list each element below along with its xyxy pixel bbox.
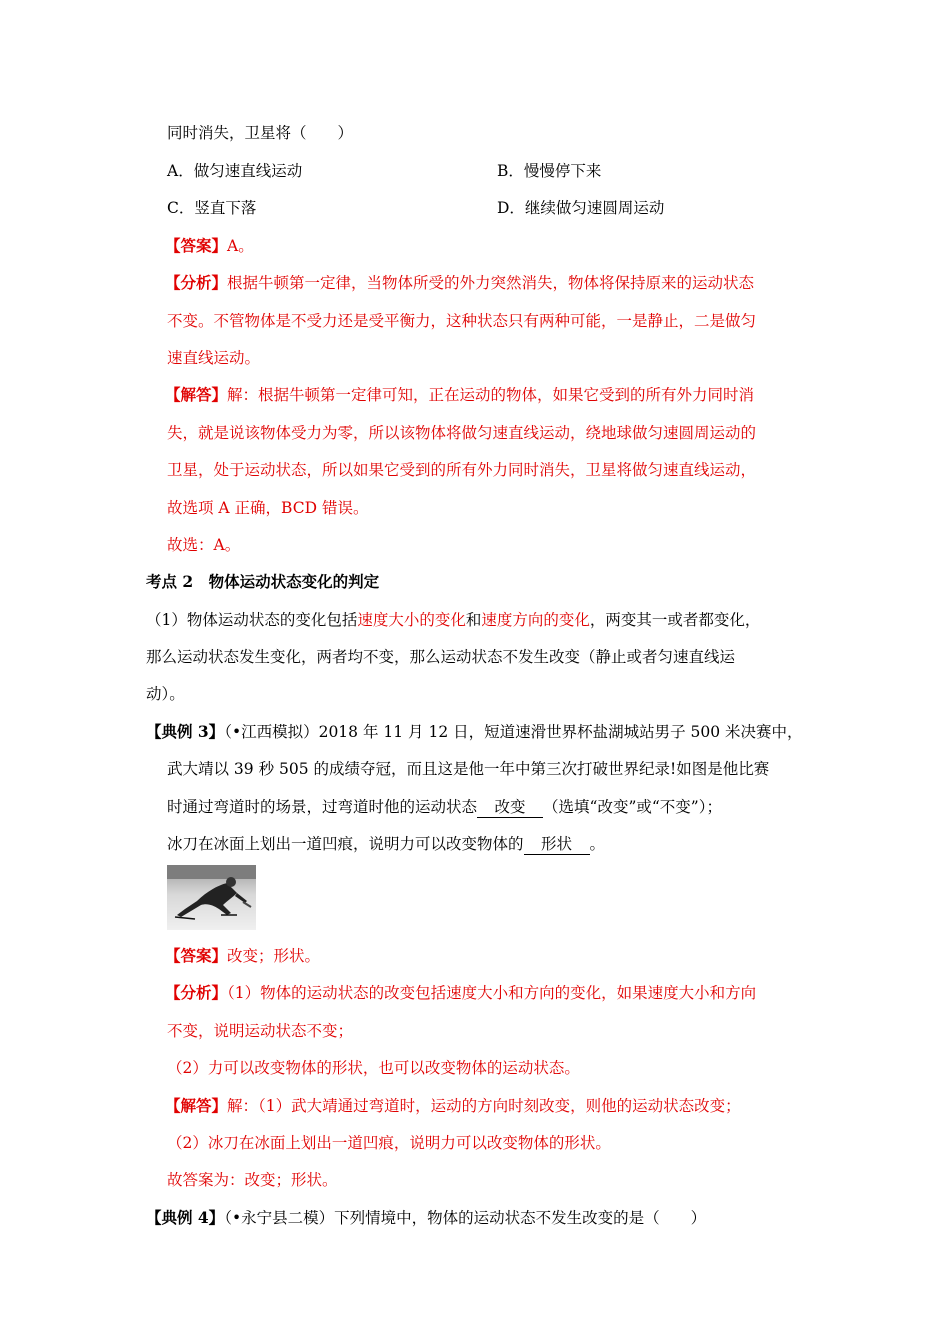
analysis-text: （1）物体的运动状态的改变包括速度大小和方向的变化，如果速度大小和方向	[227, 984, 757, 1002]
answer-line	[165, 236, 254, 256]
speed-skater-illustration	[167, 865, 256, 930]
example-3-line-1	[146, 722, 803, 742]
example-3-text: 时通过弯道时的场景，过弯道时他的运动状态	[167, 798, 478, 816]
analysis-text: 根据牛顿第一定律，当物体所受的外力突然消失，物体将保持原来的运动状态	[227, 274, 755, 292]
example-3-text: （•江西模拟）2018 年 11 月 12 日，短道速滑世界杯盐湖城站男子 500 米决赛中，	[224, 723, 803, 741]
solution-line-4: 故选项 A 正确，BCD 错误。	[167, 499, 369, 517]
example-4-line-1	[146, 1208, 706, 1228]
section-paragraph-3: 动）。	[146, 685, 185, 703]
highlight-speed-magnitude: 速度大小的变化	[357, 611, 466, 629]
example-3-text: （选填“改变”或“不变”）；	[543, 798, 722, 816]
example-3-line-2: 武大靖以 39 秒 505 的成绩夺冠，而且这是他一年中第三次打破世界纪录!如图是他比赛	[167, 760, 770, 778]
solution-tag: 【解答】	[165, 1096, 228, 1115]
solution-line-3: 卫星，处于运动状态，所以如果它受到的所有外力同时消失，卫星将做匀速直线运动，	[167, 461, 757, 479]
example-3-tag: 【典例 3】	[146, 722, 225, 741]
blank-2: 形状	[524, 834, 590, 855]
analysis-line-2: 不变。不管物体是不受力还是受平衡力，这种状态只有两种可能，一是静止，二是做匀	[167, 312, 757, 330]
analysis-tag: 【分析】	[165, 983, 228, 1002]
example-3-analysis-3: （2）力可以改变物体的形状，也可以改变物体的运动状态。	[167, 1059, 580, 1077]
section-text: 和	[465, 611, 482, 629]
example-3-analysis-2: 不变，说明运动状态不变；	[167, 1022, 354, 1040]
solution-line-2: 失，就是说该物体受力为零，所以该物体将做匀速直线运动，绕地球做匀速圆周运动的	[167, 424, 757, 442]
option-d: D．继续做匀速圆周运动	[497, 199, 665, 217]
example-3-analysis-1	[165, 983, 756, 1003]
example-3-answer	[165, 946, 320, 966]
option-a: A．做匀速直线运动	[167, 162, 303, 180]
option-b: B．慢慢停下来	[497, 162, 602, 180]
answer-text: 改变；形状。	[227, 947, 321, 965]
example-3-line-4	[167, 834, 605, 855]
solution-line-1	[165, 385, 754, 405]
analysis-line-1	[165, 273, 754, 293]
section-paragraph-1	[146, 610, 760, 630]
solution-tag: 【解答】	[165, 385, 228, 404]
section-paragraph-2: 那么运动状态发生变化，两者均不变，那么运动状态不发生改变（静止或者匀速直线运	[146, 648, 736, 666]
section-text: ，两变其一或者都变化，	[589, 611, 761, 629]
answer-tag: 【答案】	[165, 946, 228, 965]
analysis-tag: 【分析】	[165, 273, 228, 292]
choice-line: 故选：A。	[167, 536, 241, 554]
answer-tag: 【答案】	[165, 236, 228, 255]
solution-text: 解：（1）武大靖通过弯道时，运动的方向时刻改变，则他的运动状态改变；	[227, 1097, 741, 1115]
answer-text: A。	[227, 237, 254, 255]
solution-text: 解：根据牛顿第一定律可知，正在运动的物体，如果它受到的所有外力同时消	[227, 386, 755, 404]
speed-skater-photo	[167, 865, 256, 930]
example-3-solution-1	[165, 1096, 741, 1116]
highlight-speed-direction: 速度方向的变化	[481, 611, 590, 629]
section-title: 考点 2 物体运动状态变化的判定	[146, 572, 380, 591]
question-stem: 同时消失，卫星将（ ）	[167, 124, 354, 142]
example-3-line-3	[167, 797, 722, 818]
section-text: （1）物体运动状态的变化包括	[146, 611, 358, 629]
example-4-text: （•永宁县二模）下列情境中，物体的运动状态不发生改变的是（ ）	[224, 1209, 707, 1227]
blank-1: 改变	[477, 797, 543, 818]
example-4-tag: 【典例 4】	[146, 1208, 225, 1227]
analysis-line-3: 速直线运动。	[167, 349, 261, 367]
example-3-choice: 故答案为：改变；形状。	[167, 1171, 338, 1189]
option-c: C．竖直下落	[167, 199, 257, 217]
example-3-text: 。	[589, 835, 606, 853]
example-3-text: 冰刀在冰面上划出一道凹痕，说明力可以改变物体的	[167, 835, 524, 853]
example-3-solution-2: （2）冰刀在冰面上划出一道凹痕，说明力可以改变物体的形状。	[167, 1134, 611, 1152]
